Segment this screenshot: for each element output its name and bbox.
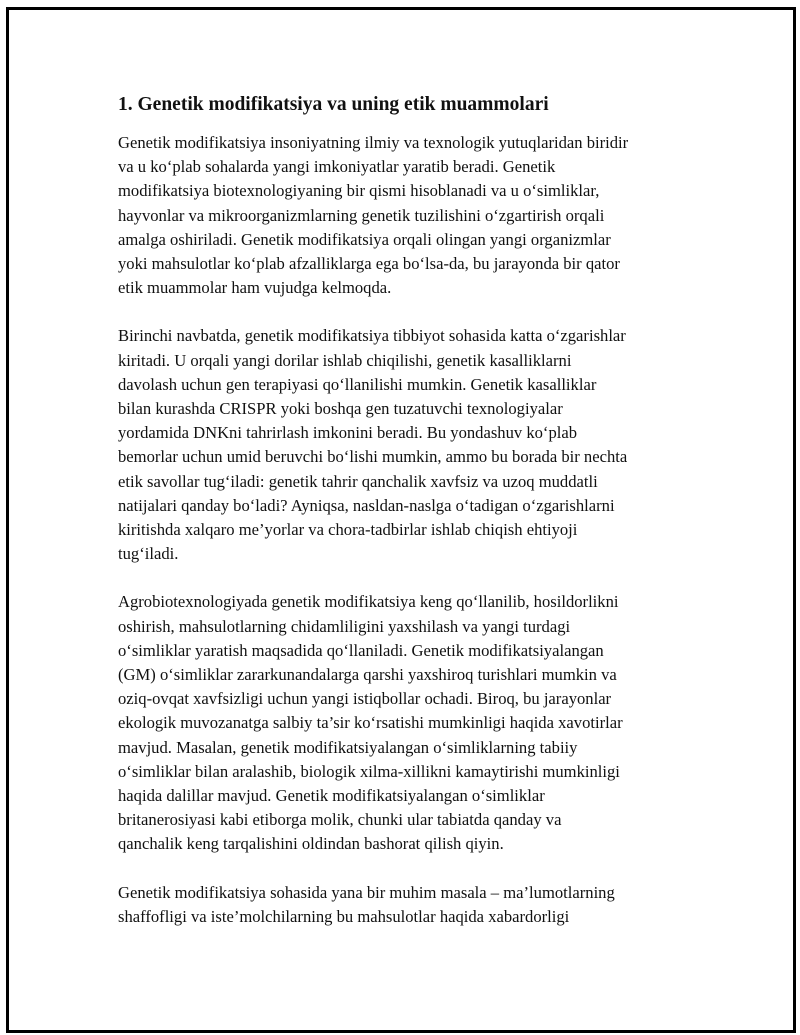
text-line: natijalari qanday bo‘ladi? Ayniqsa, nasldan-naslga o‘tadigan o‘zgarishlarni [118, 495, 615, 515]
paragraph-intro [118, 131, 693, 300]
text-line: hayvonlar va mikroorganizmlarning genetik tuzilishini o‘zgartirish orqali [118, 205, 605, 225]
text-line: Genetik modifikatsiya sohasida yana bir muhim masala – ma’lumotlarning [118, 882, 615, 902]
text-line: oshirish, mahsulotlarning chidamliligini yaxshilash va yangi turdagi [118, 616, 571, 636]
text-line: ekologik muvozanatga salbiy ta’sir ko‘rsatishi mumkinligi haqida xavotirlar [118, 713, 623, 733]
text-line: britanerosiyasi kabi etiborga molik, chunki ular tabiatda qanday va [118, 810, 562, 830]
text-line: (GM) o‘simliklar zararkunandalarga qarshi yaxshiroq turishlari mumkin va [118, 665, 617, 685]
text-line: o‘simliklar yaratish maqsadida qo‘llaniladi. Genetik modifikatsiyalangan [118, 640, 604, 660]
text-line: bilan kurashda CRISPR yoki boshqa gen tuzatuvchi texnologiyalar [118, 399, 563, 419]
paragraph-medicine [118, 324, 693, 566]
text-line: yoki mahsulotlar ko‘plab afzalliklarga ega bo‘lsa-da, bu jarayonda bir qator [118, 254, 620, 274]
text-line: etik savollar tug‘iladi: genetik tahrir qanchalik xavfsiz va uzoq muddatli [118, 471, 598, 491]
document-body [118, 92, 693, 953]
text-line: kiritishda xalqaro me’yorlar va chora-tadbirlar ishlab chiqish ehtiyoji [118, 520, 578, 540]
text-line: yordamida DNKni tahrirlash imkonini beradi. Bu yondashuv ko‘plab [118, 423, 578, 443]
text-line: amalga oshiriladi. Genetik modifikatsiya orqali olingan yangi organizmlar [118, 229, 611, 249]
text-line: Agrobiotexnologiyada genetik modifikatsiya keng qo‘llanilib, hosildorlikni [118, 592, 619, 612]
text-line: haqida dalillar mavjud. Genetik modifikatsiyalangan o‘simliklar [118, 786, 545, 806]
text-line: etik muammolar ham vujudga kelmoqda. [118, 278, 392, 298]
text-line: shaffofligi va iste’molchilarning bu mahsulotlar haqida xabardorligi [118, 906, 570, 926]
paragraph-agriculture [118, 590, 693, 856]
text-line: o‘simliklar bilan aralashib, biologik xilma-xillikni kamaytirishi mumkinligi [118, 761, 620, 781]
text-line: Birinchi navbatda, genetik modifikatsiya tibbiyot sohasida katta o‘zgarishlar [118, 326, 626, 346]
text-line: kiritadi. U orqali yangi dorilar ishlab chiqilishi, genetik kasalliklarni [118, 350, 572, 370]
text-line: tug‘iladi. [118, 544, 179, 564]
text-line: modifikatsiya biotexnologiyaning bir qismi hisoblanadi va u o‘simliklar, [118, 181, 600, 201]
text-line: oziq-ovqat xavfsizligi uchun yangi istiqbollar ochadi. Biroq, bu jarayonlar [118, 689, 612, 709]
text-line: davolash uchun gen terapiyasi qo‘llanilishi mumkin. Genetik kasalliklar [118, 374, 597, 394]
text-line: Genetik modifikatsiya insoniyatning ilmiy va texnologik yutuqlaridan biridir [118, 133, 629, 152]
text-line: bemorlar uchun umid beruvchi bo‘lishi mumkin, ammo bu borada bir nechta [118, 447, 628, 467]
paragraph-transparency [118, 881, 693, 929]
section-heading: 1. Genetik modifikatsiya va uning etik muammolari [118, 94, 549, 115]
text-line: mavjud. Masalan, genetik modifikatsiyalangan o‘simliklarning tabiiy [118, 737, 578, 757]
text-line: va u ko‘plab sohalarda yangi imkoniyatlar yaratib beradi. Genetik [118, 157, 556, 177]
text-line: qanchalik keng tarqalishini oldindan bashorat qilish qiyin. [118, 834, 504, 854]
